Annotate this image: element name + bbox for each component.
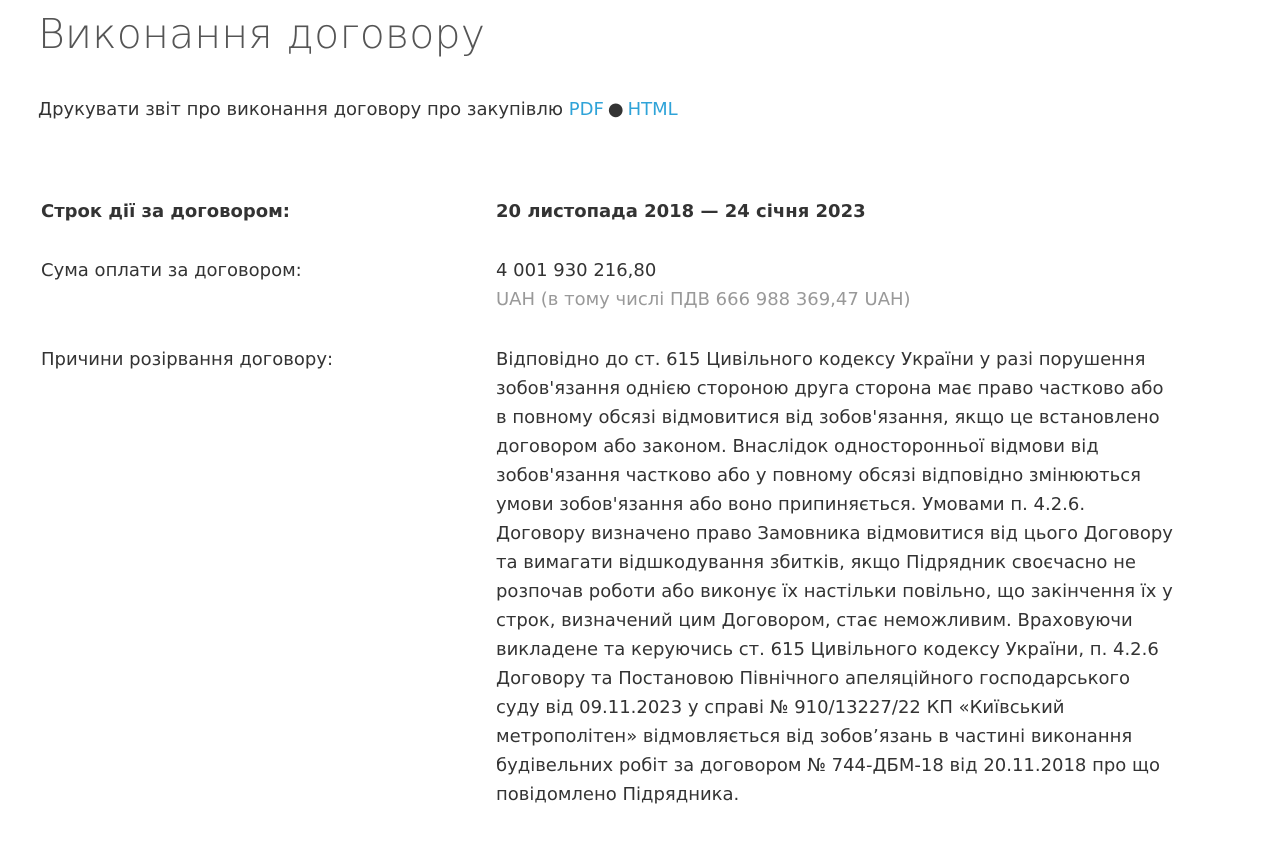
payment-currency-note: UAH (в тому числі ПДВ 666 988 369,47 UAH) [496,289,911,310]
print-report-line [38,97,678,123]
contract-term-value: 20 листопада 2018 — 24 січня 2023 [496,201,866,222]
contract-payment-value [496,256,1176,314]
termination-reason-label: Причини розірвання договору: [41,349,334,370]
page-title: Виконання договору [38,10,486,58]
link-separator: ● [607,99,624,120]
payment-amount: 4 001 930 216,80 [496,260,657,281]
print-pdf-link[interactable]: PDF [568,99,604,120]
contract-term-label: Строк дії за договором: [41,201,290,222]
print-report-text: Друкувати звіт про виконання договору про закупівлю [38,99,564,120]
termination-reason-text: Відповідно до ст. 615 Цивільного кодексу України у разі порушення зобов'язання однією стороною друга сторона має право частково або в повному обсязі відмовитися від зобов'язання, якщо це встановлено договором або законом. Внаслідок односторонньої відмови від зобов'язання частково або у повному обсязі відповідно змінюються умови зобов'язання або воно припиняється. Умовами п. 4.2.6. Договору визначено право Замовника відмовитися від цього Договору та вимагати відшкодування збитків, якщо Підрядник своєчасно не розпочав роботи або виконує їх настільки повільно, що закінчення їх у строк, визначений цим Договором, стає неможливим. Враховуючи викладене та керуючись ст. 615 Цивільного кодексу України, п. 4.2.6 Договору та Постановою Північного апеляційного господарського суду від 09.11.2023 у справі № 910/13227/22 КП «Київський метрополітен» відмовляється від зобов’язань в частині виконання будівельних робіт за договором № 744-ДБМ-18 від 20.11.2018 про що повідомлено Підрядника. [496,349,1173,805]
contract-payment-label: Сума оплати за договором: [41,260,302,281]
contract-term-row [41,197,1241,227]
print-html-link[interactable]: HTML [627,99,678,120]
contract-payment-row [41,256,1241,316]
termination-reason-row [41,345,1241,815]
